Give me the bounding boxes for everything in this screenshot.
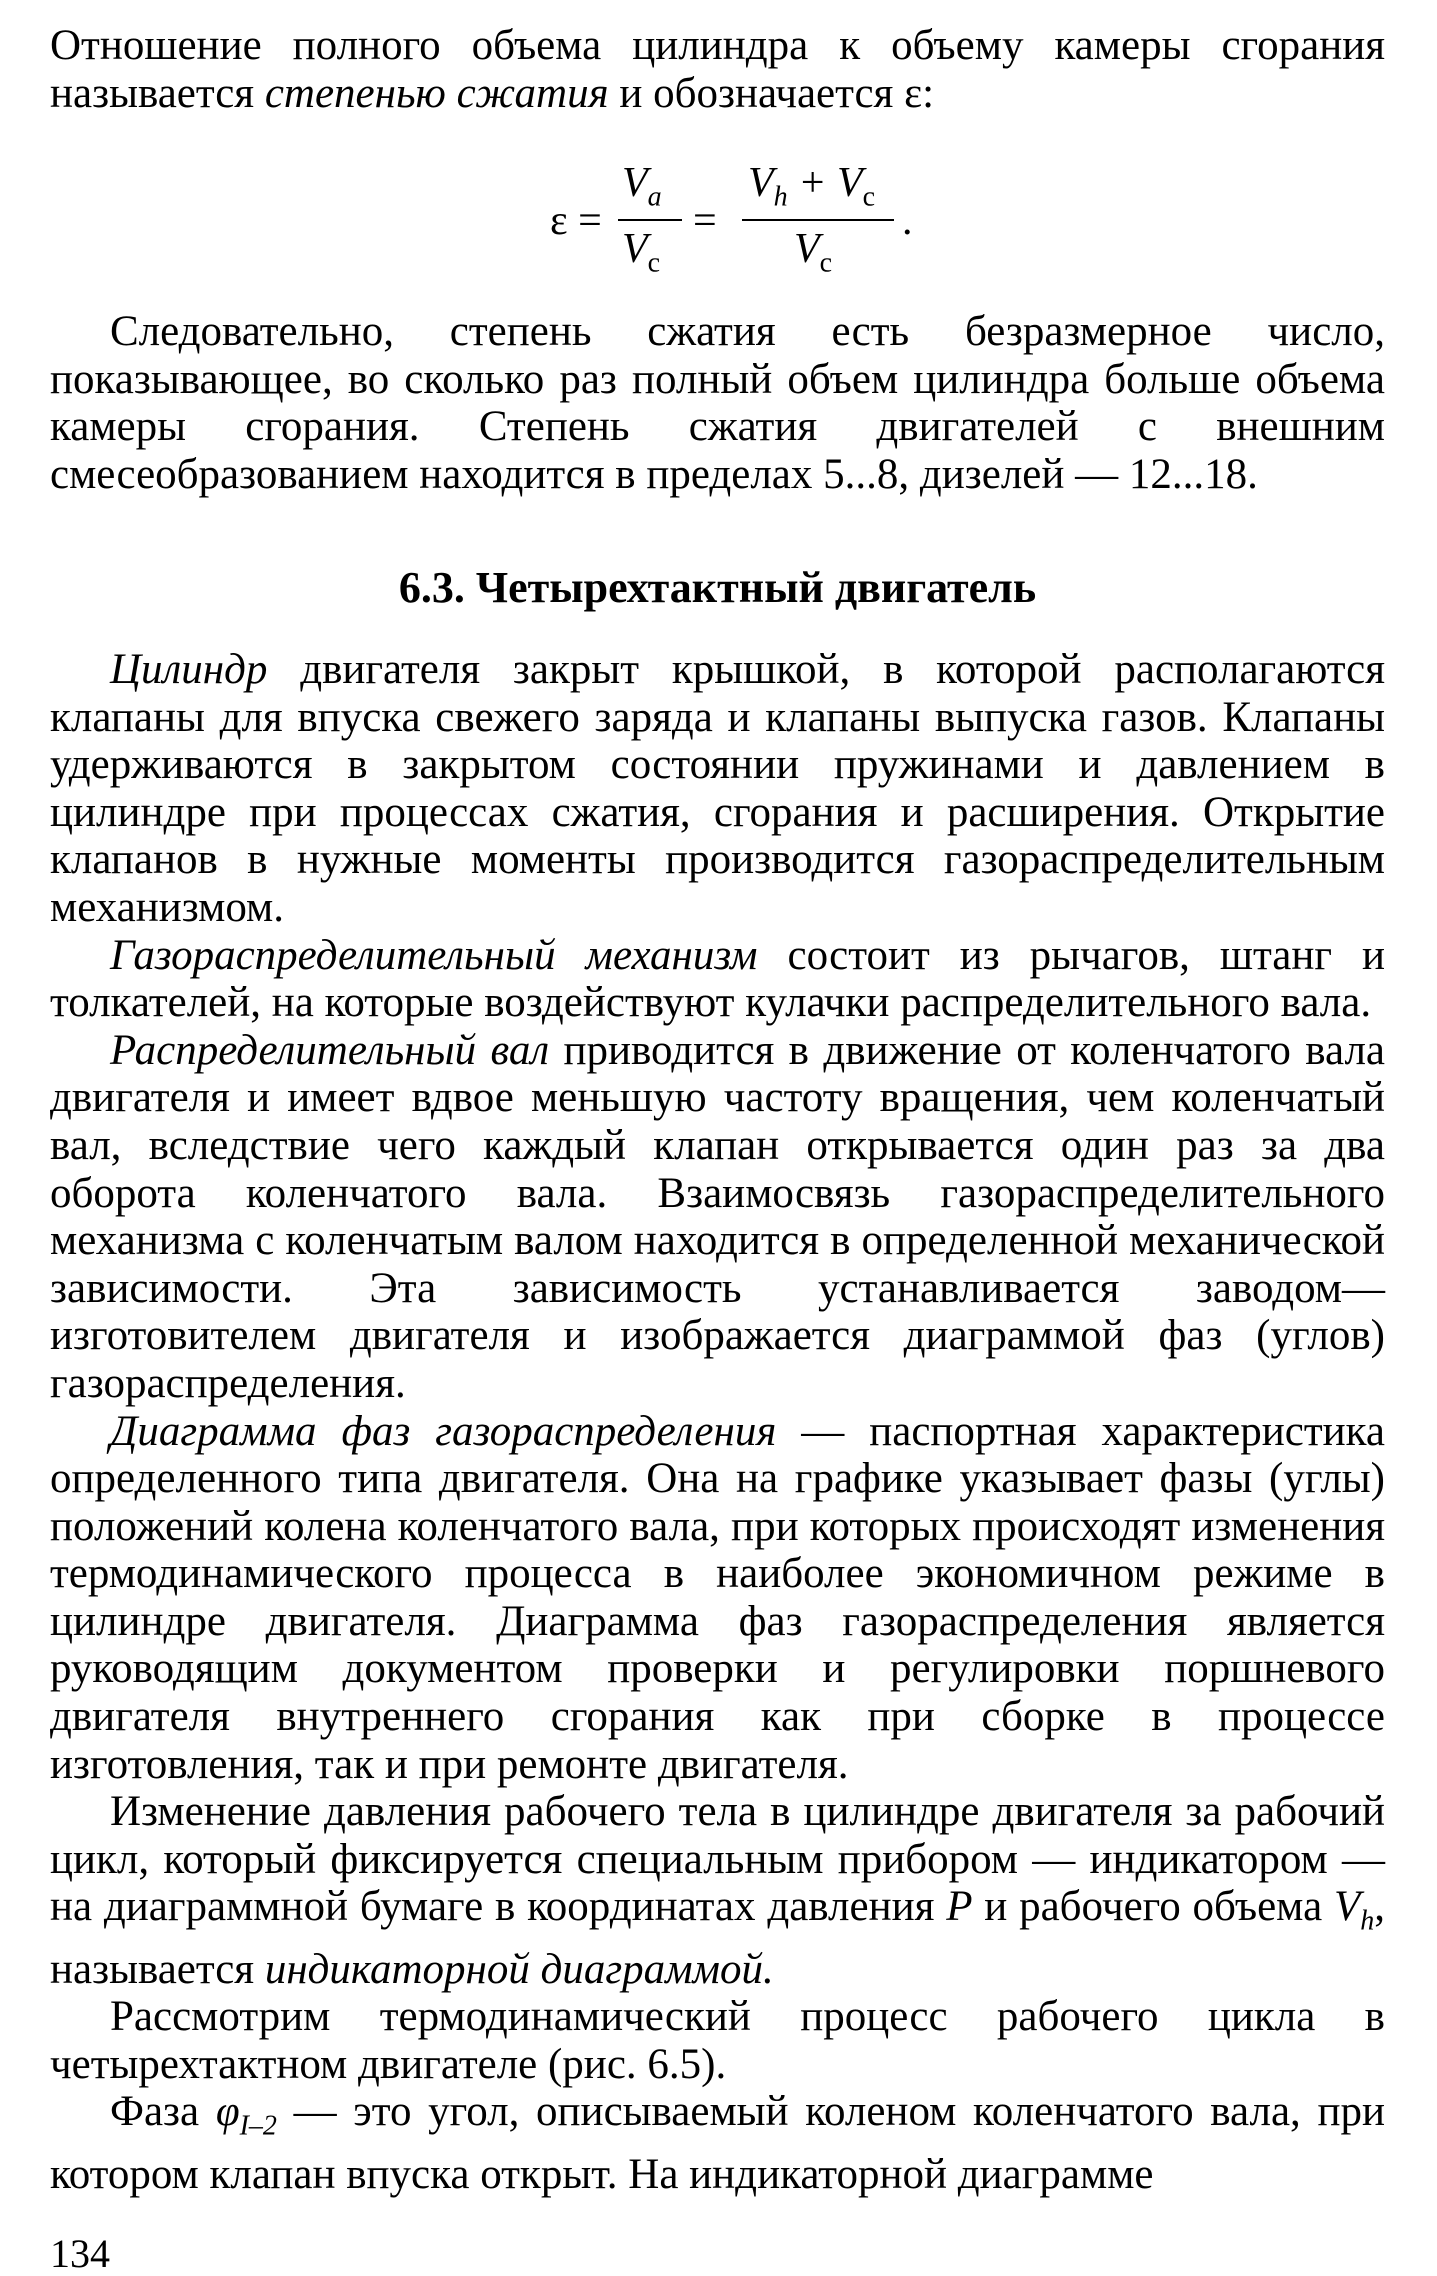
paragraph-valve-mechanism [50, 932, 1385, 1027]
formula-symbol: + V [787, 160, 863, 206]
formula-symbol: V [794, 226, 820, 272]
term-valve-timing-diagram: Диаграмма фаз газораспределения [110, 1407, 777, 1455]
text-run: , называется [50, 1883, 1385, 1993]
paragraph-phase [50, 2088, 1385, 2198]
formula-eq: = [693, 198, 717, 244]
formula-num2 [748, 159, 875, 213]
formula-den2 [794, 225, 832, 279]
text-run: приводится в движение от коленчатого вала двигателя и имеет вдвое меньшую частоту вращения, чем коленчатый вал, вследствие чего каждый клапан открывается один раз за два оборота коленчатого вала. Взаимосвязь газораспределительного механизма с коленчатым валом находится в определенной механической зависимости. Эта зависимость устанавливается заводом—изготовителем двигателя и изображается диаграммой фаз (углов) газораспределения. [50, 1026, 1385, 1407]
intro-block [50, 22, 1385, 117]
text-run: и обозначается ε: [608, 69, 935, 117]
symbol-volume: V [1333, 1883, 1361, 1931]
text-run: — это угол, описываемый коленом коленчатого вала, при котором клапан впуска открыт. На индикаторной диаграмме [50, 2088, 1385, 2198]
formula-subscript: c [647, 247, 661, 279]
formula-compression-ratio [550, 160, 970, 283]
symbol-subscript: h [1360, 1906, 1375, 1938]
paragraph-compression-ratio-definition [50, 22, 1385, 117]
formula-symbol: V [748, 160, 774, 206]
fraction-bar [742, 219, 894, 221]
text-run: Изменение давления рабочего тела в цилиндре двигателя за рабочий цикл, который фиксируется специальным прибором — индикатором — на диаграммной бумаге в координатах давления [50, 1788, 1385, 1931]
text-run: и рабочего объема [972, 1883, 1334, 1931]
formula-symbol: V [622, 160, 648, 206]
text-run: Отношение полного объема цилиндра к объему камеры сгорания называется [50, 22, 1385, 117]
symbol-phi: φ [215, 2088, 240, 2136]
section-title: 6.3. Четырехтактный двигатель [398, 563, 1037, 612]
formula-subscript: a [647, 181, 662, 213]
formula-subscript: c [819, 247, 833, 279]
text-run: состоит из рычагов, штанг и толкателей, на которые воздействуют кулачки распределительного вала. [50, 931, 1385, 1027]
text-run: — паспортная характеристика определенного типа двигателя. Она на графике указывает фазы (углы) положений колена коленчатого вала, при которых происходят изменения термодинамического процесса в наиболее экономичном режиме в цилиндре двигателя. Диаграмма фаз газораспределения является руководящим документом проверки и регулировки поршневого двигателя внутреннего сгорания как при сборке в процессе изготовления, так и при ремонте двигателя. [50, 1407, 1385, 1788]
symbol-pressure: P [946, 1883, 973, 1931]
formula-den1 [622, 225, 660, 279]
term-compression-ratio: степенью сжатия [264, 69, 609, 117]
text-run: двигателя закрыт крышкой, в которой располагаются клапаны для впуска свежего заряда и клапаны выпуска газов. Клапаны удерживаются в закрытом состоянии пружинами и давлением в цилиндре при процессах сжатия, сгорания и расширения. Открытие клапанов в нужные моменты производится газораспределительным механизмом. [50, 646, 1385, 931]
paragraph-indicator-diagram [50, 1788, 1385, 1993]
formula-num1 [622, 159, 662, 213]
term-valve-mechanism: Газораспределительный механизм [110, 931, 758, 979]
term-indicator-diagram: индикаторной диаграммой. [264, 1945, 774, 1993]
paragraph-compression-explanation: Следовательно, степень сжатия есть безразмерное число, показывающее, во сколько раз полный объем цилиндра больше объема камеры сгорания. Степень сжатия двигателей с внешним смесеобразованием находится в пределах 5...8, дизелей — 12...18. [50, 308, 1385, 498]
fraction-bar [618, 219, 682, 221]
term-camshaft: Распределительный вал [110, 1026, 550, 1074]
page-number: 134 [50, 2231, 110, 2276]
paragraph-cylinder [50, 646, 1385, 932]
term-cylinder: Цилиндр [110, 646, 268, 693]
paragraph-camshaft [50, 1027, 1385, 1408]
section-body [50, 646, 1385, 2198]
symbol-subscript: I–2 [239, 2111, 277, 2142]
compression-explanation-block [50, 308, 1385, 498]
formula-subscript: h [773, 181, 788, 213]
paragraph-valve-timing-diagram [50, 1408, 1385, 1789]
formula-subscript: c [862, 181, 876, 213]
formula-symbol: V [622, 226, 648, 272]
formula-lhs: ε = [550, 198, 602, 244]
formula-period: . [902, 198, 913, 244]
paragraph-four-stroke-process: Рассмотрим термодинамический процесс рабочего цикла в четырехтактном двигателе (рис. 6.5). [50, 1993, 1385, 2088]
text-run: Фаза [110, 2088, 216, 2136]
